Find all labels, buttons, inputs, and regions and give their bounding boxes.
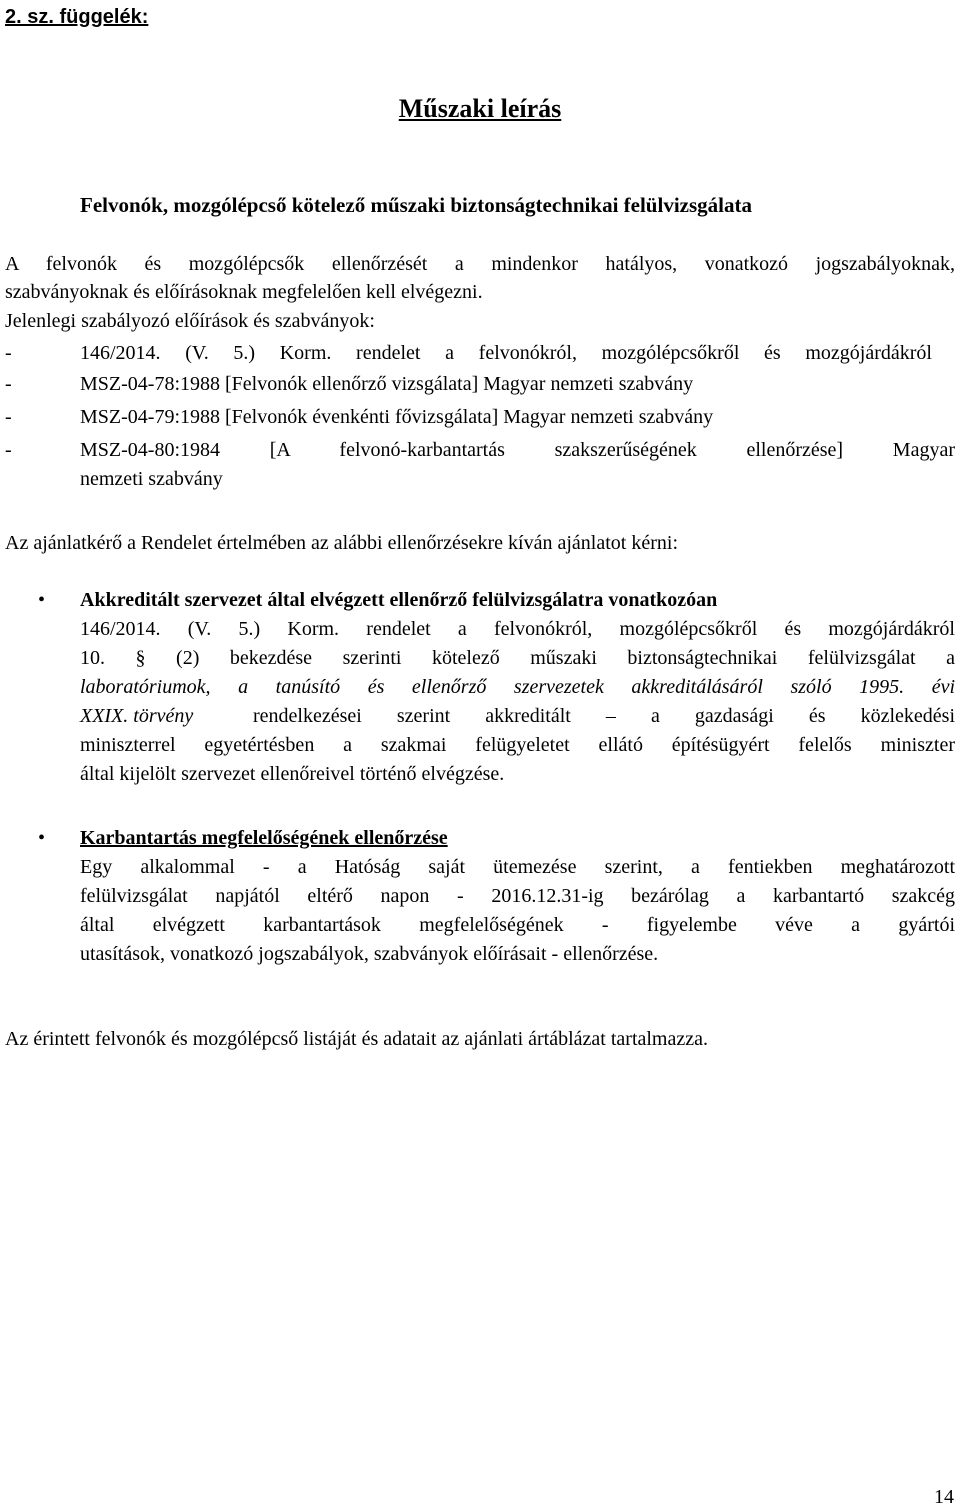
regulation-item-2: MSZ-04-78:1988 [Felvonók ellenőrző vizsgálata] Magyar nemzeti szabvány [80,373,694,395]
item1-line-4-rest: rendelkezései szerint akkreditált – a gazdasági és közlekedési [253,705,955,727]
section-subtitle: Felvonók, mozgólépcső kötelező műszaki biztonságtechnikai felülvizsgálata [80,193,752,217]
item1-line-5: miniszterrel egyetértésben a szakmai felügyeletet ellátó építésügyért felelős miniszter [80,734,955,756]
regulation-item-1: 146/2014. (V. 5.) Korm. rendelet a felvonókról, mozgólépcsőkről és mozgójárdákról [80,342,932,364]
intro-line-1: A felvonók és mozgólépcsők ellenőrzését a mindenkor hatályos, vonatkozó jogszabályoknak, [5,253,955,275]
item2-heading: Karbantartás megfelelőségének ellenőrzése [80,827,448,849]
item1-heading: Akkreditált szervezet által elvégzett ellenőrző felülvizsgálatra vonatkozóan [80,589,718,611]
appendix-label: 2. sz. függelék: [5,6,149,28]
item1-line-1: 146/2014. (V. 5.) Korm. rendelet a felvonókról, mozgólépcsőkről és mozgójárdákról [80,618,955,640]
list-dash: - [5,342,12,364]
list-dash: - [5,439,12,461]
item1-line-3: laboratóriumok, a tanúsító és ellenőrző szervezetek akkreditálásáról szóló 1995. évi [80,676,955,698]
list-dash: - [5,406,12,428]
item2-line-1: Egy alkalommal - a Hatóság saját ütemezése szerint, a fentiekben meghatározott [80,856,955,878]
bullet-icon: • [38,589,46,611]
intro-line-2: szabványoknak és előírásoknak megfelelően kell elvégezni. [5,281,483,303]
request-intro: Az ajánlatkérő a Rendelet értelmében az alábbi ellenőrzésekre kíván ajánlatot kérni: [5,532,678,554]
list-dash: - [5,373,12,395]
item2-line-3: által elvégzett karbantartások megfelelőségének - figyelembe véve a gyártói [80,914,955,936]
closing-paragraph: Az érintett felvonók és mozgólépcső listáját és adatait az ajánlati ártáblázat tartalmazza. [5,1028,708,1050]
intro-line-3: Jelenlegi szabályozó előírások és szabványok: [5,310,375,332]
regulation-item-4-cont: nemzeti szabvány [80,468,223,490]
item1-line-6: által kijelölt szervezet ellenőreivel történő elvégzése. [80,763,505,785]
bullet-icon: • [38,827,46,849]
regulation-item-3: MSZ-04-79:1988 [Felvonók évenkénti fővizsgálata] Magyar nemzeti szabvány [80,406,714,428]
page-number: 14 [934,1486,954,1508]
item2-line-4: utasítások, vonatkozó jogszabályok, szabványok előírásait - ellenőrzése. [80,943,659,965]
item1-line-2: 10. § (2) bekezdése szerinti kötelező műszaki biztonságtechnikai felülvizsgálat a [80,647,955,669]
item2-line-2: felülvizsgálat napjától eltérő napon - 2016.12.31-ig bezárólag a karbantartó szakcég [80,885,955,907]
regulation-item-4: MSZ-04-80:1984 [A felvonó-karbantartás szakszerűségének ellenőrzése] Magyar [80,439,955,461]
page-title: Műszaki leírás [398,94,562,123]
item1-line-4-italic: XXIX. törvény [80,705,194,727]
